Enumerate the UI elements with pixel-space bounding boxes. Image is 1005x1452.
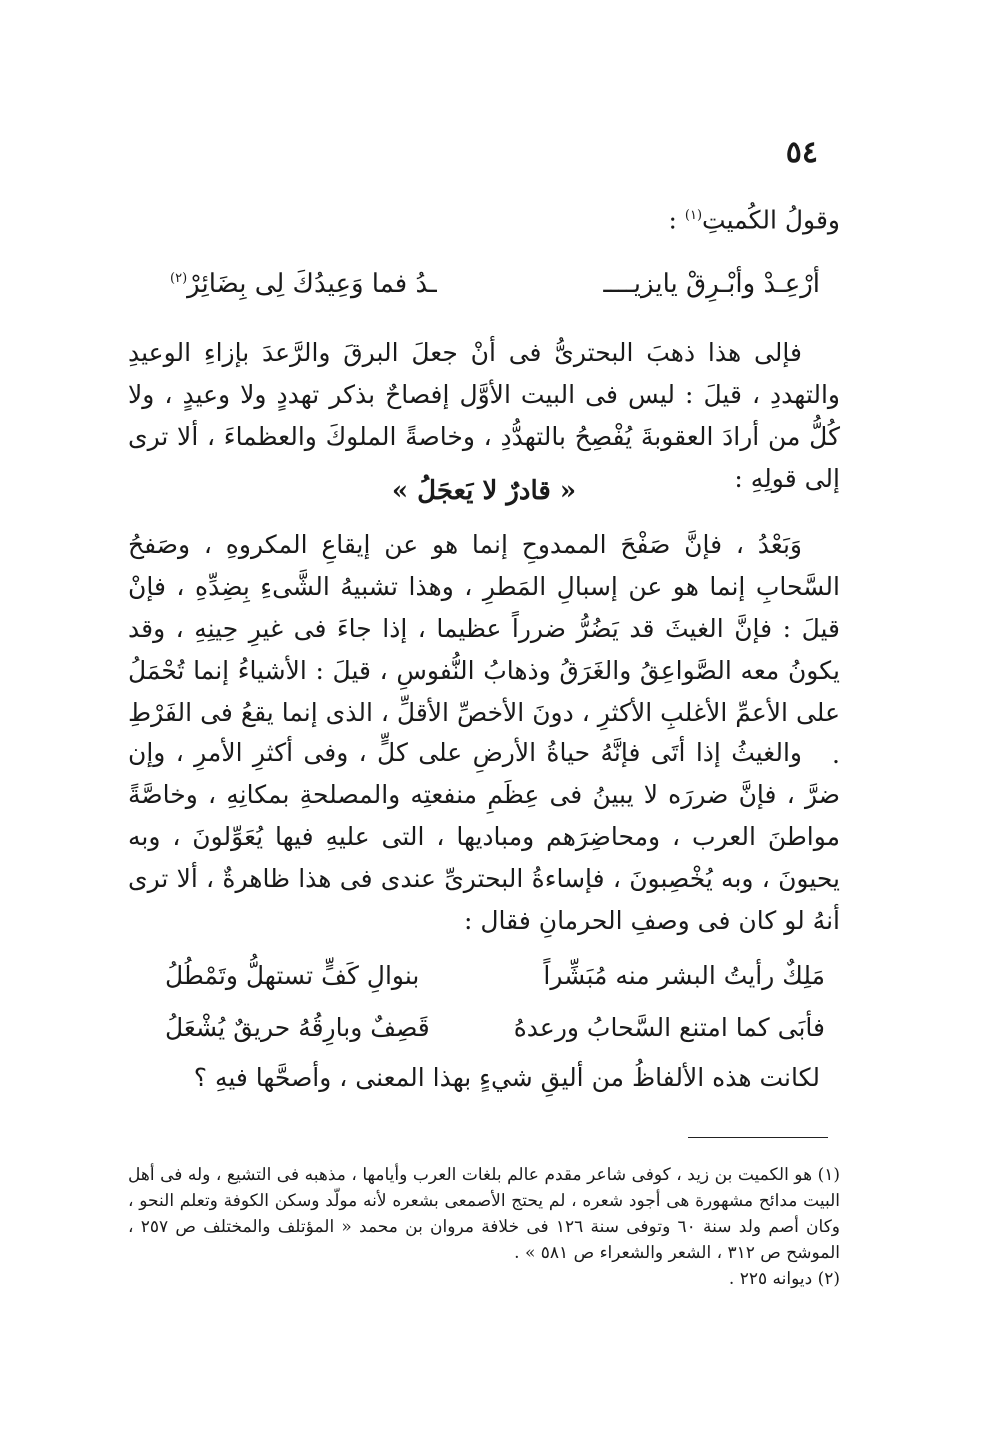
paragraph-3-text: والغيثُ إذا أتَى فإنَّهُ حياةُ الأرضِ على كلٍّ ، وفى أكثرِ الأمرِ ، وإن ضرَّ ، فإنَّ ضررَه لا يبينُ فى عِظَمِ منفعتِه والمصلحةِ بمكانِهِ ، وخاصَّةً مواطنَ العرب ، ومحاضِرَهم ومباديها ، التى عليهِ فيها يُعَوِّلونَ ، وبه يحيونَ ، وبه يُخْصِبونَ ، فإساءةُ البحترىِّ عندى فى هذا ظاهرةٌ ، ألا ترى أنهُ لو كان فى وصفِ الحرمانِ فقال : — [128, 738, 840, 935]
footnote-ref-2: (٢) — [170, 271, 188, 286]
verse-2-line-1-first: مَلِكٌ رأيتُ البشر منه مُبَشِّراً — [543, 961, 825, 990]
intro-text: وقولُ الكُميتِ — [702, 205, 840, 235]
conclusion-line: لكانت هذه الألفاظُ من أليقِ شيءٍ بهذا المعنى ، وأصحَّها فيهِ ؟ — [193, 1063, 820, 1092]
verse-2 — [165, 950, 825, 1054]
footnote-1: (١) هو الكميت بن زيد ، كوفى شاعر مقدم عالم بلغات العرب وأيامها ، مذهبه فى التشيع ، وله فى أهل البيت مدائح مشهورة هى أجود شعره ، لم يحتج الأصمعى بشعره لأنه مولّد وسكن الكوفة وتعلم النحو ، وكان أصم ولد سنة ٦٠ وتوفى سنة ١٢٦ فى خلافة مروان بن محمد « المؤتلف والمختلف ص ٢٥٧ ، الموشح ص ٣١٢ ، الشعر والشعراء ص ٥٨١ » . — [128, 1165, 841, 1263]
footnote-ref-1: (١) — [684, 208, 703, 223]
verse-2-line-1-second: بنوالِ كَفٍّ تستهلُّ وتَمْطُلُ — [165, 961, 420, 990]
intro-colon: : — [668, 205, 685, 235]
verse-2-line-2-second: قَصِفٌ وبارِقُهُ حريقٌ يُشْعَلُ — [165, 1013, 430, 1042]
verse-1-second-hemistich: ـدُ فما وَعِيدُكَ لِى بِضَائِرْ — [187, 268, 437, 299]
page-number: ٥٤ — [785, 135, 818, 170]
verse-2-line-2 — [165, 1002, 825, 1054]
quoted-phrase: « قادرٌ لا يَعجَلُ » — [391, 476, 577, 506]
footnote-2: (٢) ديوانه ٢٢٥ . — [728, 1269, 840, 1289]
paragraph-2-text: وَبَعْدُ ، فإنَّ صَفْحَ الممدوحِ إنما هو عن إيقاعِ المكروهِ ، وصَفحُ السَّحابِ إنما هو عن إسبالِ المَطرِ ، وهذا تشبيهُ الشَّىءِ بِضِدِّهِ ، فإنْ قيلَ : فإنَّ الغيثَ قد يَضُرُّ ضرراً عظيما ، إذا جاءَ فى غيرِ حِينِهِ ، وقد يكونُ معه الصَّواعِقُ والغَرَقُ وذهابُ النُّفوسِ ، قيلَ : الأشياءُ إنما تُحْمَلُ على الأعمِّ الأغلبِ الأكثرِ ، دونَ الأخصِّ الأقلِّ ، الذى إنما يقعُ فى الفَرْطِ . — [128, 530, 840, 769]
verse-1-second-hemistich-wrap — [170, 258, 437, 305]
intro-line — [128, 195, 840, 241]
verse-2-line-2-first: فأبَى كما امتنع السَّحابُ ورعدهُ — [513, 1013, 825, 1042]
verse-2-line-1 — [165, 950, 825, 1002]
paragraph-3 — [128, 732, 840, 942]
verse-1-first-hemistich: أرْعِـدْ وأبْـرِقْ يايزيــــ — [603, 268, 820, 299]
verse-1 — [170, 258, 820, 305]
paragraph-1-text: فإلى هذا ذهبَ البحترىُّ فى أنْ جعلَ البرقَ والرَّعدَ بإزاءِ الوعيدِ والتهددِ ، قيلَ : ليس فى البيت الأوَّل إفصاحٌ بذكر تهددٍ ولا وعيدٍ ، ولا كُلُّ من أرادَ العقوبةَ يُفْصِحُ بالتهدُّدِ ، وخاصةً الملوكَ والعظماءَ ، ألا ترى إلى قولِهِ : — [128, 338, 840, 493]
footnotes — [128, 1162, 840, 1292]
footnote-divider — [688, 1137, 828, 1138]
